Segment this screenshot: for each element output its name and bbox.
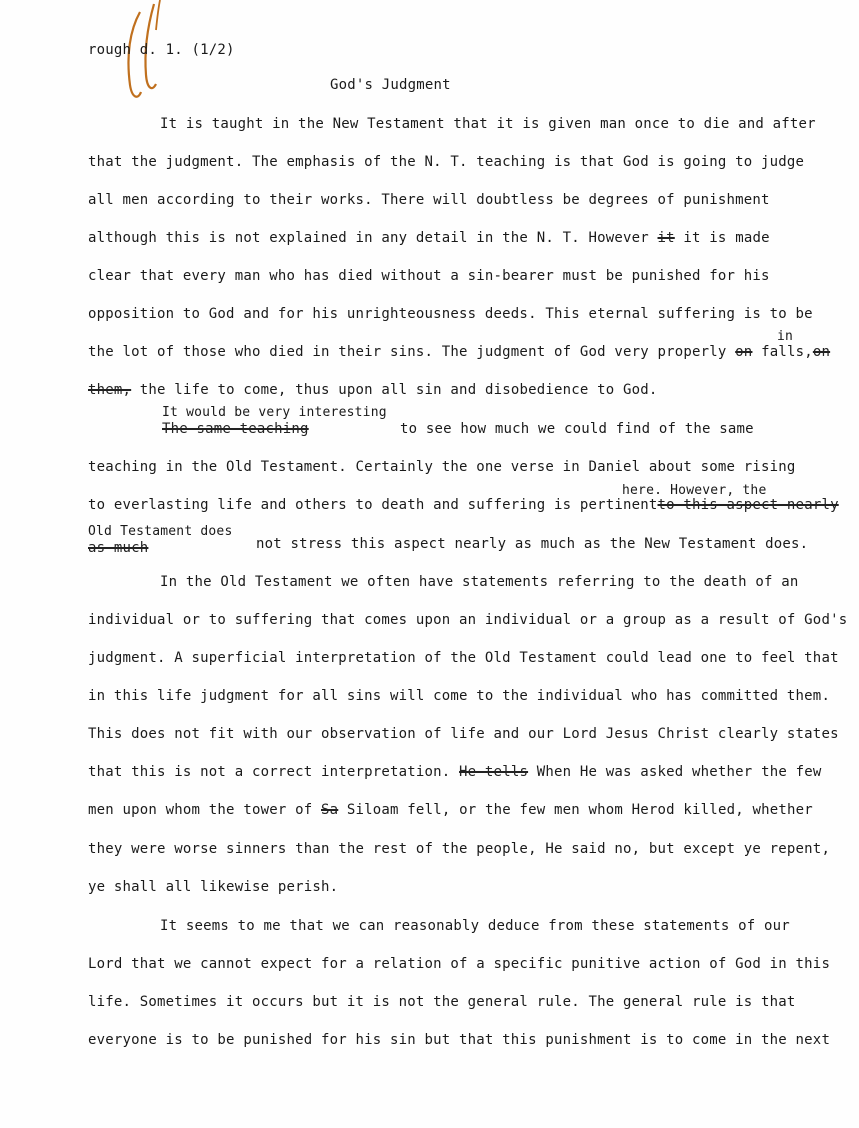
struck-text: as much [88, 540, 149, 556]
text-line: individual or to suffering that comes upon an individual or a group as a result of God's [88, 612, 848, 628]
text-segment: the life to come, thus upon all sin and disobedience to God. [139, 382, 658, 398]
struck-text: it [657, 230, 675, 246]
text-line: judgment. A superficial interpretation of the Old Testament could lead one to feel that [88, 650, 839, 666]
text-line: opposition to God and for his unrighteousness deeds. This eternal suffering is to be [88, 306, 813, 322]
text-line: In the Old Testament we often have statements referring to the death of an [160, 574, 799, 590]
inserted-text: in [777, 329, 794, 344]
text-line: This does not fit with our observation of life and our Lord Jesus Christ clearly states [88, 726, 839, 742]
text-segment: that this is not a correct interpretation. [88, 764, 451, 780]
text-segment: it is made [683, 230, 770, 246]
text-line: clear that every man who has died without a sin-bearer must be punished for his [88, 268, 770, 284]
page-header-label: rough d. 1. (1/2) [88, 42, 235, 58]
text-segment: to everlasting life and others to death and suffering is pertinent [88, 497, 658, 513]
text-line: that the judgment. The emphasis of the N. T. teaching is that God is going to judge [88, 154, 805, 170]
inserted-text: It would be very interesting [162, 405, 387, 420]
text-line: to see how much we could find of the same [400, 421, 754, 437]
text-line: teaching in the Old Testament. Certainly the one verse in Daniel about some rising [88, 459, 796, 475]
struck-text: on [812, 344, 831, 360]
text-line: in this life judgment for all sins will come to the individual who has committed them. [88, 688, 831, 704]
text-line [88, 229, 770, 247]
text-segment: men upon whom the tower of [88, 802, 313, 818]
text-line: It seems to me that we can reasonably deduce from these statements of our [160, 918, 790, 934]
text-line [88, 801, 813, 819]
text-line: It is taught in the New Testament that it is given man once to die and after [160, 116, 816, 132]
text-line: everyone is to be punished for his sin but that this punishment is to come in the next [88, 1032, 831, 1048]
text-line [88, 539, 148, 557]
struck-text: Sa [321, 802, 339, 818]
struck-text: on [735, 344, 753, 360]
text-segment: the lot of those who died in their sins. The judgment of God very properly [88, 344, 727, 360]
text-line: they were worse sinners than the rest of the people, He said no, but except ye repent, [88, 841, 831, 857]
struck-text: to this aspect nearly [657, 497, 839, 513]
text-line [88, 763, 821, 781]
text-line: not stress this aspect nearly as much as the New Testament does. [256, 536, 809, 552]
struck-text: The same teaching [162, 421, 309, 437]
text-line [162, 420, 309, 438]
text-line: life. Sometimes it occurs but it is not the general rule. The general rule is that [88, 994, 796, 1010]
text-line: ye shall all likewise perish. [88, 879, 339, 895]
text-line [88, 496, 839, 514]
struck-text: them, [88, 382, 132, 398]
text-segment: although this is not explained in any detail in the N. T. However [88, 230, 649, 246]
text-line [88, 343, 830, 361]
struck-text: He tells [459, 764, 529, 780]
text-line: Lord that we cannot expect for a relation of a specific punitive action of God in this [88, 956, 831, 972]
text-line: all men according to their works. There will doubtless be degrees of punishment [88, 192, 770, 208]
text-segment: When He was asked whether the few [536, 764, 822, 780]
text-line [88, 381, 658, 399]
text-segment: Siloam fell, or the few men whom Herod killed, whether [346, 802, 813, 818]
page-title: God's Judgment [330, 77, 451, 93]
inserted-text: here. However, the [622, 483, 767, 498]
text-segment: falls, [761, 344, 813, 360]
inserted-text: Old Testament does [88, 524, 233, 539]
